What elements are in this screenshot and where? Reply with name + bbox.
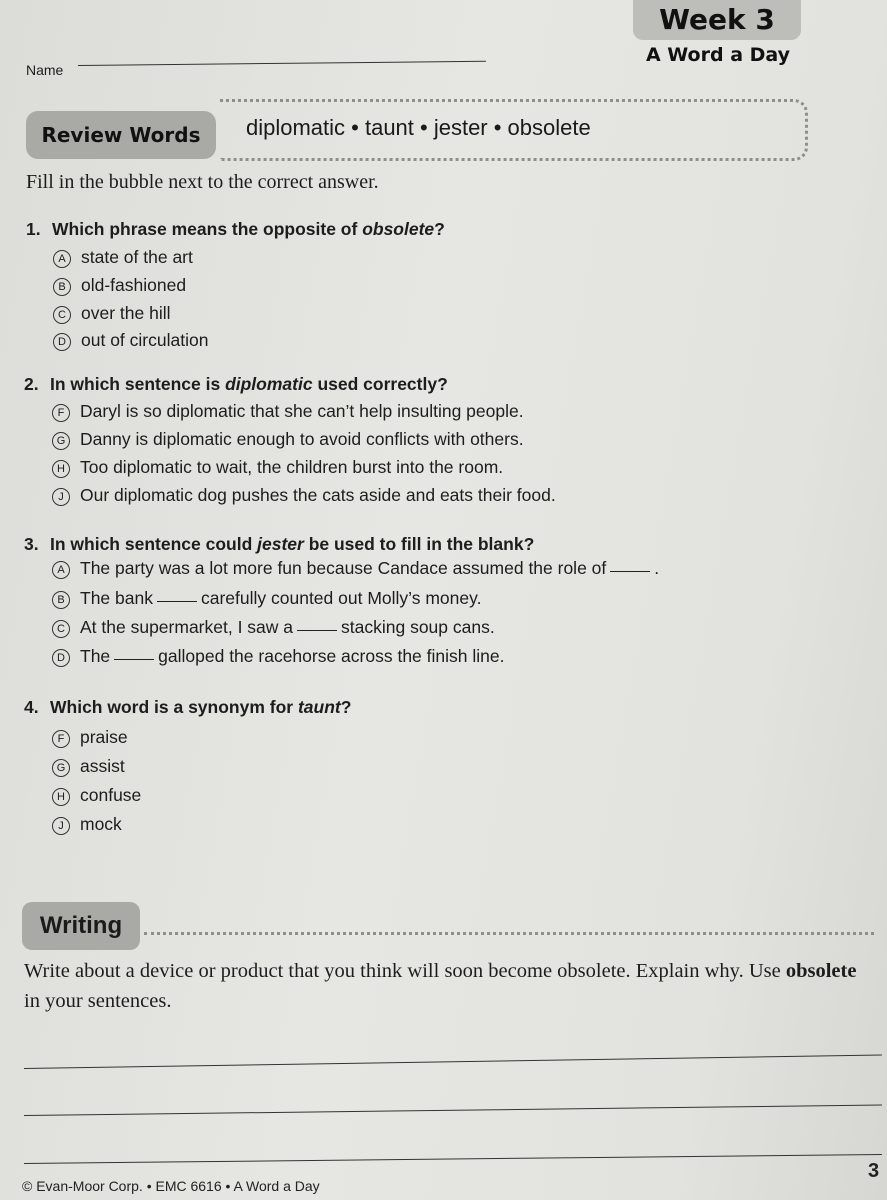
answer-bubble[interactable]: F xyxy=(52,404,70,422)
option-text: out of circulation xyxy=(81,330,209,350)
answer-bubble[interactable]: C xyxy=(52,620,70,638)
question-text: be used to fill in the blank? xyxy=(303,534,535,554)
week-tab: Week 3 xyxy=(633,0,801,40)
writing-prompt xyxy=(24,956,864,1016)
question-text: used correctly? xyxy=(312,374,448,394)
fill-blank xyxy=(157,601,197,602)
option-3d[interactable] xyxy=(52,646,504,667)
option-text: carefully counted out Molly’s money. xyxy=(200,588,482,608)
question-number: 4. xyxy=(24,697,39,717)
answer-bubble[interactable]: D xyxy=(52,649,70,667)
answer-bubble[interactable]: D xyxy=(53,333,71,351)
option-3a[interactable] xyxy=(52,558,659,579)
name-label: Name xyxy=(26,62,64,78)
fill-blank xyxy=(114,659,154,660)
option-text: The bank xyxy=(80,588,153,608)
prompt-text: Write about a device or product that you think will soon become obsolete. Explain why. Use xyxy=(24,960,786,982)
option-text: galloped the racehorse across the finish line. xyxy=(158,646,505,666)
fill-blank xyxy=(610,571,650,572)
answer-line[interactable] xyxy=(24,1105,882,1116)
option-1c[interactable] xyxy=(53,303,171,324)
option-text: assist xyxy=(80,756,125,776)
writing-label: Writing xyxy=(22,902,140,950)
writing-divider xyxy=(144,932,874,935)
question-text: In which sentence could xyxy=(50,534,258,554)
option-4h[interactable] xyxy=(52,785,141,806)
question-3 xyxy=(24,534,534,555)
answer-bubble[interactable]: B xyxy=(52,591,70,609)
option-text: old-fashioned xyxy=(81,275,187,295)
prompt-keyword: obsolete xyxy=(785,960,857,982)
option-4f[interactable] xyxy=(52,727,128,748)
question-number: 2. xyxy=(24,374,39,394)
option-4g[interactable] xyxy=(52,756,125,777)
answer-bubble[interactable]: J xyxy=(52,488,70,506)
question-2 xyxy=(24,374,448,395)
option-text: over the hill xyxy=(81,303,171,323)
answer-bubble[interactable]: C xyxy=(53,306,71,324)
option-3c[interactable] xyxy=(52,617,495,638)
option-2j[interactable] xyxy=(52,485,556,506)
option-text: state of the art xyxy=(81,247,193,267)
option-2h[interactable] xyxy=(52,457,503,478)
option-text: Too diplomatic to wait, the children burst into the room. xyxy=(80,457,504,477)
answer-line[interactable] xyxy=(24,1055,882,1069)
question-text: In which sentence is xyxy=(50,374,226,394)
answer-bubble[interactable]: F xyxy=(52,730,70,748)
answer-bubble[interactable]: A xyxy=(52,561,70,579)
option-text: Danny is diplomatic enough to avoid conflicts with others. xyxy=(80,429,524,449)
question-number: 1. xyxy=(26,219,41,239)
option-1b[interactable] xyxy=(53,275,186,296)
option-4j[interactable] xyxy=(52,814,122,835)
page-number: 3 xyxy=(868,1160,880,1182)
answer-bubble[interactable]: A xyxy=(53,250,71,268)
question-keyword: diplomatic xyxy=(225,374,313,394)
question-1 xyxy=(26,219,445,240)
question-keyword: jester xyxy=(257,534,304,554)
option-text: stacking soup cans. xyxy=(341,617,495,637)
option-text: confuse xyxy=(80,785,142,805)
question-keyword: obsolete xyxy=(362,219,435,239)
option-text: The xyxy=(80,646,111,666)
question-text: Which phrase means the opposite of xyxy=(52,219,363,239)
fill-blank xyxy=(297,630,337,631)
name-line[interactable] xyxy=(78,61,486,66)
answer-line[interactable] xyxy=(24,1154,882,1164)
review-words-label: Review Words xyxy=(26,111,216,159)
option-text: At the supermarket, I saw a xyxy=(80,617,294,637)
question-text: ? xyxy=(340,697,352,717)
option-text: . xyxy=(654,558,660,578)
question-number: 3. xyxy=(24,534,39,554)
answer-bubble[interactable]: G xyxy=(52,432,70,450)
review-words-list: diplomatic • taunt • jester • obsolete xyxy=(246,115,591,140)
option-text: Daryl is so diplomatic that she can’t help insulting people. xyxy=(80,401,524,421)
footer-credit: © Evan-Moor Corp. • EMC 6616 • A Word a Day xyxy=(22,1178,320,1194)
answer-bubble[interactable]: J xyxy=(52,817,70,835)
question-text: ? xyxy=(434,219,445,239)
instructions: Fill in the bubble next to the correct answer. xyxy=(26,171,379,193)
answer-bubble[interactable]: H xyxy=(52,460,70,478)
option-3b[interactable] xyxy=(52,588,481,609)
question-4 xyxy=(24,697,351,718)
prompt-text: in your sentences. xyxy=(24,990,172,1012)
option-2g[interactable] xyxy=(52,429,524,450)
option-2f[interactable] xyxy=(52,401,524,422)
option-text: Our diplomatic dog pushes the cats aside and eats their food. xyxy=(80,485,556,505)
answer-bubble[interactable]: B xyxy=(53,278,71,296)
answer-bubble[interactable]: G xyxy=(52,759,70,777)
option-text: praise xyxy=(80,727,128,747)
question-keyword: taunt xyxy=(297,697,341,717)
question-text: Which word is a synonym for xyxy=(50,697,298,717)
option-1a[interactable] xyxy=(53,247,193,268)
option-1d[interactable] xyxy=(53,330,208,351)
option-text: mock xyxy=(80,814,122,834)
series-title: A Word a Day xyxy=(645,44,791,66)
option-text: The party was a lot more fun because Candace assumed the role of xyxy=(80,558,607,578)
answer-bubble[interactable]: H xyxy=(52,788,70,806)
